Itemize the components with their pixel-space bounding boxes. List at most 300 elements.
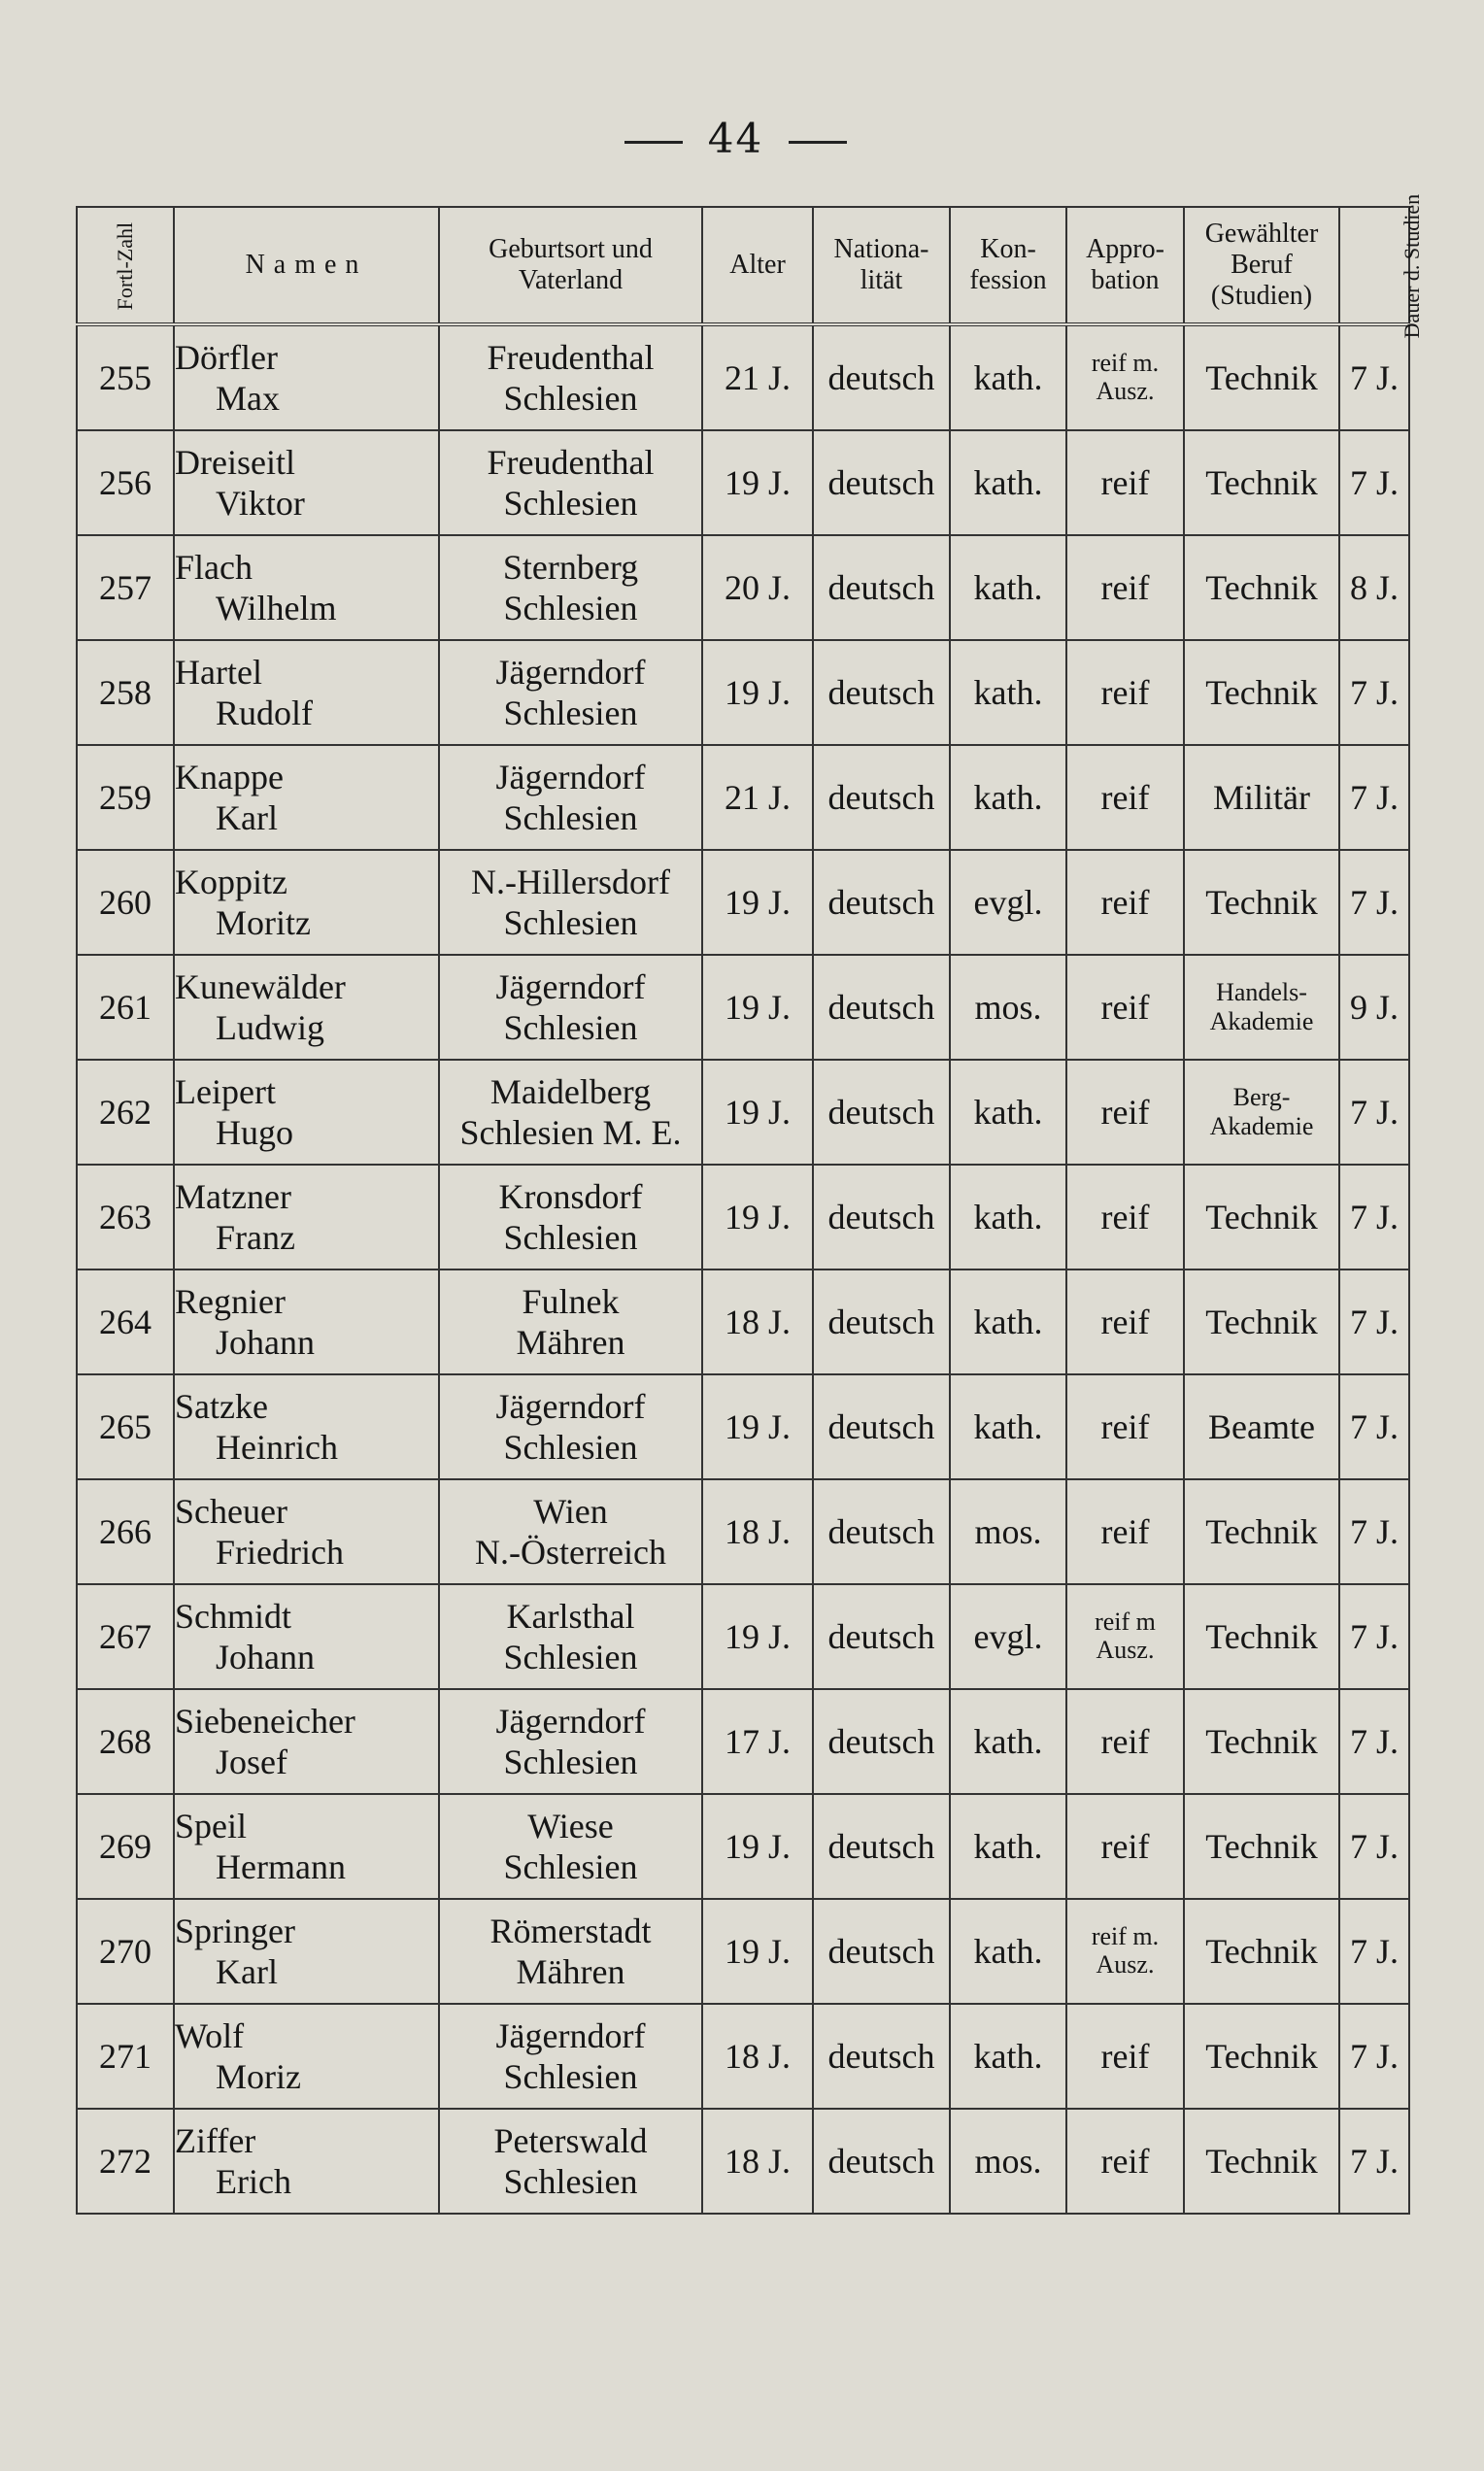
- cell-birthplace: [439, 2109, 702, 2214]
- cell-duration: 8 J.: [1339, 535, 1409, 640]
- birthplace: Freudenthal: [487, 337, 655, 377]
- cell-number: 256: [77, 430, 174, 535]
- cell-duration: 7 J.: [1339, 1479, 1409, 1584]
- cell-birthplace: [439, 535, 702, 640]
- cell-name: [174, 1269, 439, 1374]
- cell-approbation: [1066, 430, 1184, 535]
- cell-profession: [1184, 640, 1339, 745]
- cell-name: [174, 1689, 439, 1794]
- header-nationalitaet-line1: Nationa-: [833, 233, 929, 264]
- surname: Siebeneicher: [175, 1701, 355, 1741]
- cell-age: 18 J.: [702, 1269, 813, 1374]
- header-alter: Alter: [702, 207, 813, 324]
- profession-line: Technik: [1205, 1511, 1318, 1551]
- region: Schlesien: [503, 1743, 638, 1781]
- cell-age: 18 J.: [702, 2004, 813, 2109]
- header-dauer-text: Dauer d. Studien: [1400, 193, 1425, 339]
- header-approbation-line1: Appro-: [1086, 233, 1164, 264]
- firstname: Hugo: [216, 1113, 293, 1152]
- surname: Hartel: [175, 652, 262, 692]
- firstname: Moritz: [216, 903, 311, 942]
- surname: Flach: [175, 547, 253, 587]
- cell-name: [174, 1794, 439, 1899]
- cell-birthplace: [439, 1374, 702, 1479]
- firstname: Erich: [216, 2162, 291, 2201]
- header-beruf-line2: Beruf: [1231, 249, 1293, 280]
- approbation-line: reif: [1100, 1826, 1150, 1866]
- cell-name: [174, 1374, 439, 1479]
- cell-name: [174, 1584, 439, 1689]
- cell-profession: [1184, 850, 1339, 955]
- table-row: [77, 1060, 1409, 1165]
- cell-nationality: deutsch: [813, 1689, 950, 1794]
- cell-number: 262: [77, 1060, 174, 1165]
- cell-confession: evgl.: [950, 1584, 1066, 1689]
- cell-nationality: deutsch: [813, 745, 950, 850]
- dash-right: [789, 141, 847, 144]
- cell-profession: [1184, 324, 1339, 430]
- cell-approbation: [1066, 535, 1184, 640]
- cell-profession: [1184, 1269, 1339, 1374]
- cell-name: [174, 955, 439, 1060]
- cell-duration: 7 J.: [1339, 1899, 1409, 2004]
- cell-duration: 9 J.: [1339, 955, 1409, 1060]
- profession-line: Akademie: [1209, 1007, 1314, 1035]
- profession-line: Technik: [1205, 2036, 1318, 2076]
- cell-nationality: deutsch: [813, 2004, 950, 2109]
- cell-birthplace: [439, 430, 702, 535]
- firstname: Josef: [216, 1743, 287, 1781]
- table-row: [77, 1794, 1409, 1899]
- cell-profession: [1184, 430, 1339, 535]
- birthplace: Freudenthal: [487, 442, 655, 482]
- cell-duration: 7 J.: [1339, 640, 1409, 745]
- surname: Dreiseitl: [175, 442, 295, 482]
- profession-line: Technik: [1205, 462, 1318, 502]
- cell-age: 19 J.: [702, 1584, 813, 1689]
- cell-profession: [1184, 1794, 1339, 1899]
- cell-age: 19 J.: [702, 640, 813, 745]
- cell-birthplace: [439, 1269, 702, 1374]
- cell-approbation: [1066, 1689, 1184, 1794]
- birthplace: Fulnek: [522, 1281, 620, 1321]
- surname: Schmidt: [175, 1596, 292, 1636]
- table-row: [77, 850, 1409, 955]
- firstname: Ludwig: [216, 1008, 324, 1047]
- profession-line: Technik: [1205, 1197, 1318, 1236]
- cell-profession: [1184, 1479, 1339, 1584]
- region: Schlesien: [503, 694, 638, 732]
- approbation-line: reif m: [1095, 1608, 1156, 1637]
- cell-confession: evgl.: [950, 850, 1066, 955]
- region: Schlesien: [503, 798, 638, 837]
- cell-number: 271: [77, 2004, 174, 2109]
- firstname: Johann: [216, 1638, 315, 1676]
- approbation-line: reif: [1100, 672, 1150, 712]
- table-row: [77, 1584, 1409, 1689]
- header-namen: Namen: [174, 207, 439, 324]
- surname: Speil: [175, 1806, 248, 1845]
- cell-approbation: [1066, 1165, 1184, 1269]
- header-fortl-zahl-text: Fortl-Zahl: [112, 221, 137, 311]
- surname: Knappe: [175, 757, 284, 796]
- cell-number: 255: [77, 324, 174, 430]
- cell-name: [174, 535, 439, 640]
- cell-name: [174, 640, 439, 745]
- cell-birthplace: [439, 1479, 702, 1584]
- cell-age: 17 J.: [702, 1689, 813, 1794]
- approbation-line: reif: [1100, 2141, 1150, 2181]
- cell-number: 270: [77, 1899, 174, 2004]
- cell-birthplace: [439, 640, 702, 745]
- cell-name: [174, 2004, 439, 2109]
- firstname: Max: [216, 379, 280, 418]
- cell-approbation: [1066, 1374, 1184, 1479]
- cell-age: 18 J.: [702, 1479, 813, 1584]
- cell-duration: 7 J.: [1339, 324, 1409, 430]
- profession-line: Technik: [1205, 672, 1318, 712]
- cell-birthplace: [439, 1794, 702, 1899]
- page-number-text: 44: [707, 115, 764, 162]
- table-row: [77, 640, 1409, 745]
- cell-duration: 7 J.: [1339, 745, 1409, 850]
- cell-name: [174, 1060, 439, 1165]
- surname: Ziffer: [175, 2120, 256, 2160]
- region: Schlesien: [503, 1638, 638, 1676]
- cell-confession: kath.: [950, 324, 1066, 430]
- header-beruf: [1184, 207, 1339, 324]
- profession-line: Technik: [1205, 567, 1318, 607]
- cell-approbation: [1066, 2004, 1184, 2109]
- region: Schlesien: [503, 1218, 638, 1257]
- region: Mähren: [516, 1952, 625, 1991]
- cell-confession: mos.: [950, 955, 1066, 1060]
- cell-birthplace: [439, 955, 702, 1060]
- cell-nationality: deutsch: [813, 955, 950, 1060]
- cell-confession: kath.: [950, 1689, 1066, 1794]
- birthplace: Jägerndorf: [495, 2015, 646, 2055]
- profession-line: Handels-: [1216, 978, 1307, 1007]
- cell-age: 21 J.: [702, 324, 813, 430]
- table-row: [77, 1479, 1409, 1584]
- profession-line: Technik: [1205, 1931, 1318, 1971]
- region: Schlesien M. E.: [459, 1113, 682, 1152]
- page-number: [0, 115, 1471, 162]
- surname: Satzke: [175, 1386, 268, 1426]
- firstname: Wilhelm: [216, 589, 337, 627]
- cell-name: [174, 850, 439, 955]
- profession-line: Technik: [1205, 1302, 1318, 1341]
- birthplace: Peterswald: [493, 2120, 648, 2160]
- profession-line: Technik: [1205, 357, 1318, 397]
- cell-duration: 7 J.: [1339, 1584, 1409, 1689]
- cell-birthplace: [439, 2004, 702, 2109]
- approbation-line: reif: [1100, 1197, 1150, 1236]
- cell-confession: mos.: [950, 2109, 1066, 2214]
- cell-age: 19 J.: [702, 955, 813, 1060]
- cell-confession: kath.: [950, 1060, 1066, 1165]
- cell-nationality: deutsch: [813, 1374, 950, 1479]
- table-row: [77, 430, 1409, 535]
- cell-duration: 7 J.: [1339, 1165, 1409, 1269]
- birthplace: Wiese: [527, 1806, 614, 1845]
- cell-nationality: deutsch: [813, 1060, 950, 1165]
- approbation-line: reif: [1100, 2036, 1150, 2076]
- cell-age: 19 J.: [702, 430, 813, 535]
- cell-profession: [1184, 1374, 1339, 1479]
- region: N.-Österreich: [475, 1533, 666, 1572]
- cell-nationality: deutsch: [813, 1269, 950, 1374]
- birthplace: Jägerndorf: [495, 966, 646, 1006]
- cell-birthplace: [439, 745, 702, 850]
- cell-approbation: [1066, 640, 1184, 745]
- cell-approbation: [1066, 1794, 1184, 1899]
- cell-birthplace: [439, 1165, 702, 1269]
- birthplace: Sternberg: [502, 547, 639, 587]
- region: Mähren: [516, 1323, 625, 1362]
- cell-number: 267: [77, 1584, 174, 1689]
- cell-duration: 7 J.: [1339, 850, 1409, 955]
- birthplace: Kronsdorf: [498, 1176, 643, 1216]
- cell-number: 265: [77, 1374, 174, 1479]
- firstname: Karl: [216, 798, 278, 837]
- cell-nationality: deutsch: [813, 1165, 950, 1269]
- cell-confession: kath.: [950, 1165, 1066, 1269]
- cell-profession: [1184, 745, 1339, 850]
- cell-profession: [1184, 2004, 1339, 2109]
- header-fortl-zahl: [77, 207, 174, 324]
- header-row: [77, 207, 1409, 324]
- cell-nationality: deutsch: [813, 535, 950, 640]
- region: Schlesien: [503, 903, 638, 942]
- cell-approbation: [1066, 955, 1184, 1060]
- cell-confession: kath.: [950, 745, 1066, 850]
- profession-line: Militär: [1213, 777, 1310, 817]
- firstname: Rudolf: [216, 694, 314, 732]
- approbation-line: reif: [1100, 1092, 1150, 1132]
- cell-duration: 7 J.: [1339, 2109, 1409, 2214]
- birthplace: Karlsthal: [506, 1596, 635, 1636]
- cell-number: 264: [77, 1269, 174, 1374]
- header-nationalitaet-line2: lität: [860, 265, 903, 295]
- birthplace: Jägerndorf: [495, 1701, 646, 1741]
- surname: Wolf: [175, 2015, 245, 2055]
- table-row: [77, 535, 1409, 640]
- cell-number: 268: [77, 1689, 174, 1794]
- birthplace: Römerstadt: [489, 1911, 652, 1950]
- profession-line: Beamte: [1208, 1406, 1315, 1446]
- table-row: [77, 1899, 1409, 2004]
- surname: Regnier: [175, 1281, 286, 1321]
- cell-birthplace: [439, 1584, 702, 1689]
- approbation-line: reif: [1100, 1511, 1150, 1551]
- approbation-line: Ausz.: [1096, 377, 1155, 405]
- header-approbation-line2: bation: [1091, 265, 1160, 295]
- surname: Kunewälder: [175, 966, 346, 1006]
- cell-profession: [1184, 955, 1339, 1060]
- table-row: [77, 1689, 1409, 1794]
- cell-name: [174, 430, 439, 535]
- cell-profession: [1184, 1584, 1339, 1689]
- cell-approbation: [1066, 1584, 1184, 1689]
- cell-duration: 7 J.: [1339, 1374, 1409, 1479]
- cell-approbation: [1066, 1899, 1184, 2004]
- surname: Leipert: [175, 1071, 276, 1111]
- cell-name: [174, 1165, 439, 1269]
- cell-number: 257: [77, 535, 174, 640]
- birthplace: Jägerndorf: [495, 652, 646, 692]
- cell-age: 19 J.: [702, 1899, 813, 2004]
- cell-approbation: [1066, 745, 1184, 850]
- table-body: [77, 324, 1409, 2214]
- cell-number: 263: [77, 1165, 174, 1269]
- student-register-table: [76, 193, 1425, 2215]
- cell-nationality: deutsch: [813, 2109, 950, 2214]
- cell-age: 18 J.: [702, 2109, 813, 2214]
- cell-number: 272: [77, 2109, 174, 2214]
- cell-nationality: deutsch: [813, 850, 950, 955]
- cell-approbation: [1066, 850, 1184, 955]
- cell-age: 19 J.: [702, 1060, 813, 1165]
- cell-number: 260: [77, 850, 174, 955]
- profession-line: Berg-: [1232, 1083, 1291, 1112]
- cell-confession: kath.: [950, 2004, 1066, 2109]
- table-row: [77, 955, 1409, 1060]
- surname: Springer: [175, 1911, 295, 1950]
- profession-line: Technik: [1205, 882, 1318, 922]
- table-row: [77, 1374, 1409, 1479]
- header-beruf-line1: Gewählter: [1204, 218, 1319, 249]
- cell-profession: [1184, 2109, 1339, 2214]
- header-nationalitaet: [813, 207, 950, 324]
- cell-approbation: [1066, 1269, 1184, 1374]
- cell-approbation: [1066, 2109, 1184, 2214]
- firstname: Viktor: [216, 484, 305, 523]
- cell-profession: [1184, 1689, 1339, 1794]
- birthplace: N.-Hillersdorf: [471, 862, 670, 901]
- cell-confession: kath.: [950, 1794, 1066, 1899]
- approbation-line: reif: [1100, 987, 1150, 1027]
- cell-name: [174, 745, 439, 850]
- header-konfession: [950, 207, 1066, 324]
- cell-confession: kath.: [950, 1269, 1066, 1374]
- region: Schlesien: [503, 2162, 638, 2201]
- cell-confession: mos.: [950, 1479, 1066, 1584]
- approbation-line: reif: [1100, 1302, 1150, 1341]
- region: Schlesien: [503, 1428, 638, 1467]
- cell-nationality: deutsch: [813, 1479, 950, 1584]
- profession-line: Akademie: [1209, 1112, 1314, 1140]
- cell-nationality: deutsch: [813, 1899, 950, 2004]
- cell-age: 19 J.: [702, 850, 813, 955]
- firstname: Heinrich: [216, 1428, 338, 1467]
- header-beruf-line3: (Studien): [1210, 281, 1313, 312]
- cell-confession: kath.: [950, 1374, 1066, 1479]
- cell-number: 259: [77, 745, 174, 850]
- cell-birthplace: [439, 324, 702, 430]
- profession-line: Technik: [1205, 1721, 1318, 1761]
- header-geburtsort-line1: Geburtsort und: [489, 233, 653, 264]
- cell-birthplace: [439, 850, 702, 955]
- surname: Scheuer: [175, 1491, 287, 1531]
- cell-birthplace: [439, 1689, 702, 1794]
- table-row: [77, 2109, 1409, 2214]
- approbation-line: reif m.: [1091, 349, 1160, 378]
- surname: Koppitz: [175, 862, 287, 901]
- table-row: [77, 1269, 1409, 1374]
- firstname: Friedrich: [216, 1533, 344, 1572]
- cell-nationality: deutsch: [813, 430, 950, 535]
- header-geburtsort-line2: Vaterland: [518, 265, 624, 295]
- cell-profession: [1184, 535, 1339, 640]
- cell-age: 21 J.: [702, 745, 813, 850]
- cell-approbation: [1066, 1060, 1184, 1165]
- cell-approbation: [1066, 1479, 1184, 1584]
- approbation-line: reif: [1100, 567, 1150, 607]
- cell-name: [174, 1479, 439, 1584]
- cell-nationality: deutsch: [813, 1794, 950, 1899]
- birthplace: Maidelberg: [489, 1071, 652, 1111]
- cell-approbation: [1066, 324, 1184, 430]
- cell-age: 19 J.: [702, 1374, 813, 1479]
- cell-duration: 7 J.: [1339, 2004, 1409, 2109]
- region: Schlesien: [503, 1008, 638, 1047]
- firstname: Hermann: [216, 1847, 346, 1886]
- cell-nationality: deutsch: [813, 1584, 950, 1689]
- cell-profession: [1184, 1899, 1339, 2004]
- approbation-line: Ausz.: [1096, 1950, 1155, 1979]
- dash-left: [624, 141, 683, 144]
- cell-profession: [1184, 1165, 1339, 1269]
- cell-name: [174, 2109, 439, 2214]
- table-row: [77, 2004, 1409, 2109]
- cell-nationality: deutsch: [813, 640, 950, 745]
- birthplace: Jägerndorf: [495, 1386, 646, 1426]
- cell-name: [174, 324, 439, 430]
- cell-birthplace: [439, 1060, 702, 1165]
- cell-duration: 7 J.: [1339, 1060, 1409, 1165]
- region: Schlesien: [503, 1847, 638, 1886]
- cell-profession: [1184, 1060, 1339, 1165]
- table-row: [77, 324, 1409, 430]
- surname: Dörfler: [175, 337, 278, 377]
- cell-duration: 7 J.: [1339, 430, 1409, 535]
- cell-age: 20 J.: [702, 535, 813, 640]
- region: Schlesien: [503, 589, 638, 627]
- firstname: Moriz: [216, 2057, 301, 2096]
- firstname: Johann: [216, 1323, 315, 1362]
- header-dauer: [1339, 193, 1425, 339]
- cell-duration: 7 J.: [1339, 1269, 1409, 1374]
- header-konfession-line2: fession: [969, 265, 1047, 295]
- approbation-line: Ausz.: [1096, 1636, 1155, 1664]
- profession-line: Technik: [1205, 2141, 1318, 2181]
- firstname: Karl: [216, 1952, 278, 1991]
- birthplace: Jägerndorf: [495, 757, 646, 796]
- approbation-line: reif: [1100, 1721, 1150, 1761]
- profession-line: Technik: [1205, 1616, 1318, 1656]
- profession-line: Technik: [1205, 1826, 1318, 1866]
- cell-number: 261: [77, 955, 174, 1060]
- cell-confession: kath.: [950, 535, 1066, 640]
- approbation-line: reif: [1100, 882, 1150, 922]
- cell-confession: kath.: [950, 640, 1066, 745]
- cell-age: 19 J.: [702, 1165, 813, 1269]
- approbation-line: reif: [1100, 1406, 1150, 1446]
- cell-nationality: deutsch: [813, 324, 950, 430]
- region: Schlesien: [503, 379, 638, 418]
- cell-number: 266: [77, 1479, 174, 1584]
